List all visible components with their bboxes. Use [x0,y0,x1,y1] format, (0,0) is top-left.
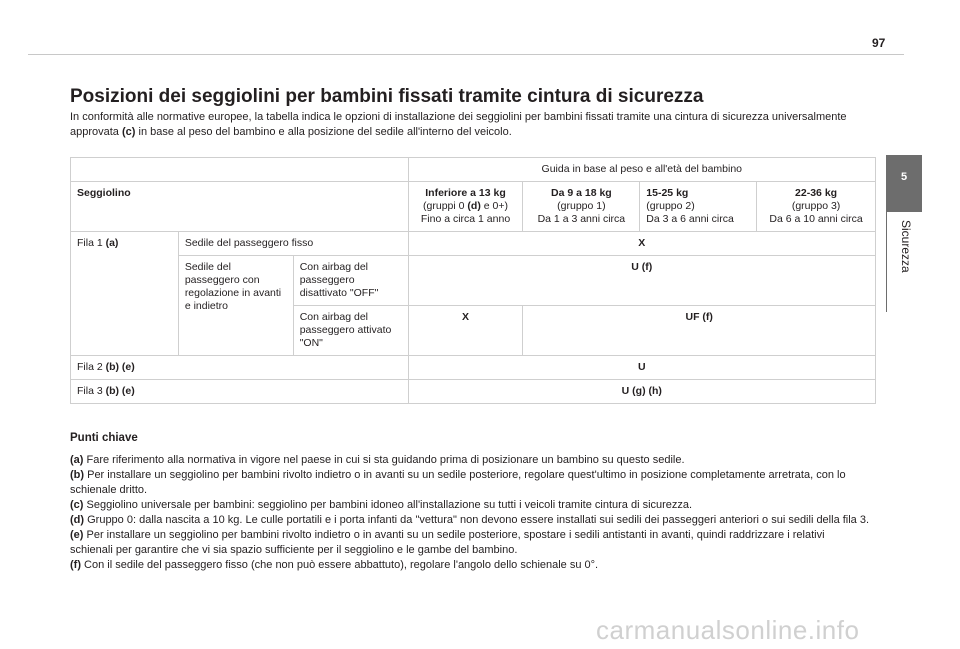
table-row-fila1-fixed [71,232,876,256]
intro-text-end: in base al peso del bambino e alla posizione del sedile all'interno del veicolo. [135,126,512,138]
group-cell-1 [523,182,640,232]
key-points-list [70,453,870,573]
table-row-fila3 [71,380,876,404]
note-ref: (f) [70,559,81,571]
group-name-end: e 0+) [480,200,508,212]
group-age: Fino a circa 1 anno [420,213,511,225]
fixed-seat-label: Sedile del passeggero fisso [178,232,408,256]
group-weight: 22-36 kg [795,187,838,199]
chapter-tab-label: Sicurezza [898,220,913,273]
header-divider [28,54,904,55]
row-label-fila3 [71,380,409,404]
note-text: Gruppo 0: dalla nascita a 10 kg. Le culle portatili e i porta infanti da "vettura" non devono essere installati sui sedili dei passeggeri anteriori o sui sedili della fila 3. [84,514,870,526]
row-label-text: Fila 3 [77,385,106,397]
key-points-heading: Punti chiave [70,432,138,444]
table-header-empty [71,158,409,182]
child-seat-table [70,157,876,404]
chapter-tab[interactable] [886,212,922,312]
fixed-seat-value: X [408,232,875,256]
note-text: Seggiolino universale per bambini: seggiolino per bambini idoneo all'installazione su tutti i veicoli tramite cintura di sicurezza. [83,499,693,511]
group-age: Da 3 a 6 anni circa [646,213,734,225]
table-header-row [71,158,876,182]
table-group-header: Guida in base al peso e all'età del bambino [408,158,875,182]
group-weight: Da 9 a 18 kg [551,187,612,199]
row-label-fila2 [71,356,409,380]
note-e [70,528,870,558]
note-b [70,468,870,498]
row-label-text: Fila 2 [77,361,106,373]
note-c [70,498,870,513]
group-weight: Inferiore a 13 kg [425,187,506,199]
note-text: Fare riferimento alla normativa in vigore nel paese in cui si sta guidando prima di posizionare un bambino su questo sedile. [83,454,685,466]
fila3-value: U (g) (h) [408,380,875,404]
note-text: Per installare un seggiolino per bambini rivolto indietro o in avanti su un sedile posteriore, regolare quest'ultimo in posizione completamente arretrata, con lo schienale dritto. [70,469,846,496]
note-ref: (b) [70,469,85,481]
note-a [70,453,870,468]
group-name: (gruppo 3) [791,200,841,212]
page-number: 97 [872,36,886,50]
row-label-ref: (b) (e) [105,361,135,373]
group-weight: 15-25 kg [646,187,689,199]
note-text: Per installare un seggiolino per bambini rivolto indietro o in avanti su un sedile posteriore, spostare i sedili antistanti in avanti, quindi raddrizzare i relativi schienali per garantire che vi sia spazio sufficiente per il seggiolino e le gambe del bambino. [70,529,825,556]
airbag-off-value: U (f) [408,256,875,306]
table-groups-row [71,182,876,232]
note-d [70,513,870,528]
note-ref: (d) [70,514,85,526]
note-ref: (a) [70,454,84,466]
intro-paragraph [70,110,860,140]
note-ref: (e) [70,529,84,541]
fila2-value: U [408,356,875,380]
table-row-fila2 [71,356,876,380]
group-name: (gruppo 2) [646,200,695,212]
group-ref: (d) [467,200,481,212]
intro-text-start: In conformità alle normative europee, la tabella indica le opzioni di installazione dei seggiolini per bambini fissati tramite una cintura di sicurezza universalmente approvata [70,111,847,138]
airbag-on-label: Con airbag del passeggero attivato "ON" [293,306,408,356]
watermark: carmanualsonline.info [596,615,860,645]
group-cell-0 [408,182,523,232]
adjustable-seat-label: Sedile del passeggero con regolazione in avanti e indietro [178,256,293,356]
group-cell-2 [640,182,757,232]
group-name: (gruppo 1) [557,200,606,212]
group-name-start: (gruppi 0 [423,200,468,212]
row-label-ref: (a) [105,237,119,249]
row-label-ref: (b) (e) [105,385,135,397]
airbag-off-label: Con airbag del passeggero disattivato "OFF" [293,256,408,306]
group-cell-3 [757,182,876,232]
airbag-on-value-others: UF (f) [523,306,876,356]
row-label-fila1 [71,232,179,356]
row-label-text: Fila 1 [77,237,106,249]
table-row-fila1-airbag-off [71,256,876,306]
page-title: Posizioni dei seggiolini per bambini fissati tramite cintura di sicurezza [70,86,704,107]
group-age: Da 6 a 10 anni circa [769,213,863,225]
seat-column-label: Seggiolino [71,182,409,232]
intro-ref: (c) [121,126,136,138]
group-age: Da 1 a 3 anni circa [537,213,626,225]
note-f [70,558,870,573]
chapter-tab-number[interactable]: 5 [886,155,922,212]
note-ref: (c) [70,499,84,511]
airbag-on-value-group0: X [408,306,523,356]
note-text: Con il sedile del passeggero fisso (che non può essere abbattuto), regolare l'angolo dello schienale su 0°. [81,559,599,571]
group-name [415,200,517,213]
